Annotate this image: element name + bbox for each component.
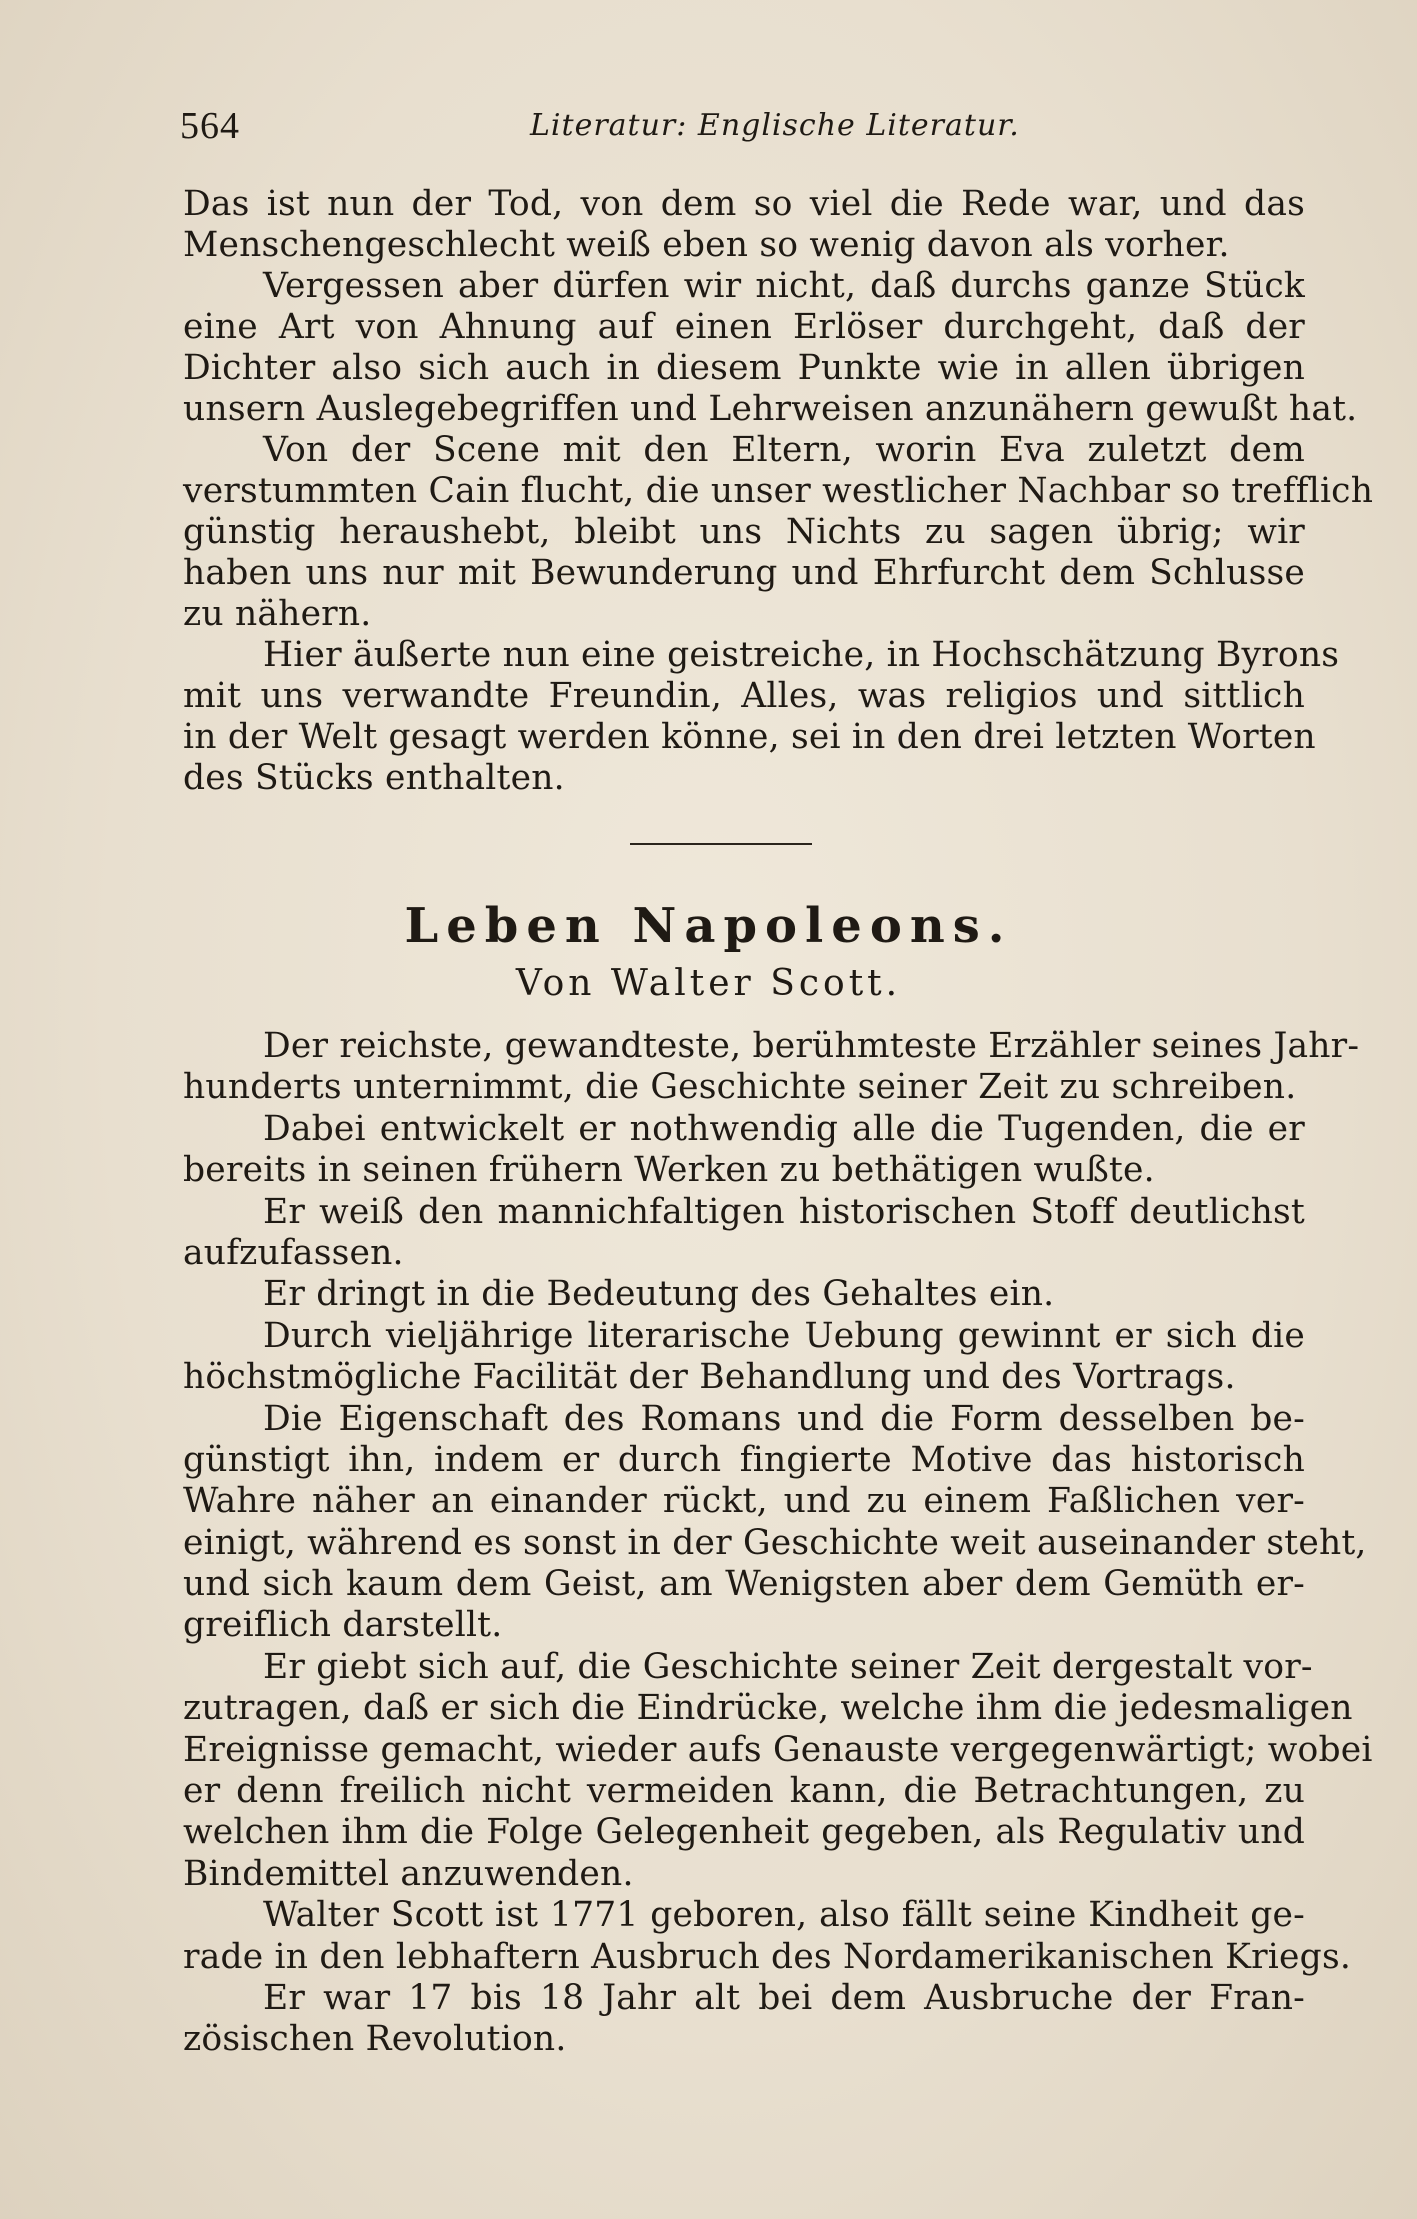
article-body [183, 1026, 1373, 2061]
text-line: zu nähern. [183, 594, 372, 634]
text-line: Dabei entwickelt er nothwendig alle die Tugenden, die er [263, 1108, 1305, 1149]
text-line: Walter Scott ist 1771 geboren, also fällt seine Kindheit ge- [263, 1895, 1305, 1936]
text-line: welchen ihm die Folge Gelegenheit gegeben, als Regulativ und [183, 1812, 1305, 1853]
text-line: bereits in seinen frühern Werken zu bethätigen wußte. [183, 1150, 1155, 1191]
section-divider [630, 843, 812, 845]
text-line: Das ist nun der Tod, von dem so viel die Rede war, und das [183, 184, 1305, 224]
text-line: Er war 17 bis 18 Jahr alt bei dem Ausbruche der Fran- [263, 1977, 1305, 2018]
text-line: Er giebt sich auf, die Geschichte seiner Zeit dergestalt vor- [263, 1646, 1313, 1687]
text-line: er denn freilich nicht vermeiden kann, die Betrachtungen, zu [183, 1771, 1305, 1812]
preceding-article-text [183, 184, 1374, 799]
article-byline: Von Walter Scott. [515, 963, 902, 1004]
text-line: günstigt ihn, indem er durch fingierte Motive das historisch [183, 1439, 1305, 1480]
text-line: Vergessen aber dürfen wir nicht, daß durchs ganze Stück [263, 266, 1305, 306]
text-line: haben uns nur mit Bewunderung und Ehrfurcht dem Schlusse [183, 553, 1305, 593]
text-line: Er dringt in die Bedeutung des Gehaltes ein. [263, 1274, 1055, 1315]
text-line: Bindemittel anzuwenden. [183, 1853, 634, 1894]
text-line: einigt, während es sonst in der Geschichte weit auseinander steht, [183, 1522, 1367, 1563]
text-line: des Stücks enthalten. [183, 758, 565, 798]
text-line: Der reichste, gewandteste, berühmteste Erzähler seines Jahr- [263, 1026, 1360, 1066]
text-line: in der Welt gesagt werden könne, sei in den drei letzten Worten [183, 717, 1316, 757]
text-line: hunderts unternimmt, die Geschichte seiner Zeit zu schreiben. [183, 1067, 1297, 1108]
text-line: aufzufassen. [183, 1232, 404, 1273]
text-line: Wahre näher an einander rückt, und zu einem Faßlichen ver- [183, 1481, 1305, 1522]
text-line: Hier äußerte nun eine geistreiche, in Hochschätzung Byrons [263, 635, 1340, 675]
text-line: höchstmögliche Facilität der Behandlung und des Vortrags. [183, 1357, 1236, 1398]
text-line: eine Art von Ahnung auf einen Erlöser durchgeht, daß der [183, 307, 1305, 347]
text-line: mit uns verwandte Freundin, Alles, was religios und sittlich [183, 676, 1305, 716]
running-head: Literatur: Englische Literatur. [530, 108, 1020, 143]
text-line: Dichter also sich auch in diesem Punkte wie in allen übrigen [183, 348, 1305, 388]
page-number: 564 [180, 105, 240, 147]
text-line: und sich kaum dem Geist, am Wenigsten aber dem Gemüth er- [183, 1564, 1305, 1605]
article-title: Leben Napoleons. [404, 898, 1013, 954]
text-line: Durch vieljährige literarische Uebung gewinnt er sich die [263, 1315, 1305, 1356]
page-header [180, 104, 1305, 154]
text-line: Ereignisse gemacht, wieder aufs Genauste vergegenwärtigt; wobei [183, 1729, 1373, 1770]
text-line: Von der Scene mit den Eltern, worin Eva zuletzt dem [263, 430, 1305, 470]
text-line: zutragen, daß er sich die Eindrücke, welche ihm die jedesmaligen [183, 1688, 1353, 1729]
text-line: verstummten Cain flucht, die unser westlicher Nachbar so trefflich [183, 471, 1374, 511]
text-line: rade in den lebhaftern Ausbruch des Nordamerikanischen Kriegs. [183, 1936, 1352, 1977]
text-line: zösischen Revolution. [183, 2019, 567, 2060]
text-line: günstig heraushebt, bleibt uns Nichts zu sagen übrig; wir [183, 512, 1305, 552]
text-line: Die Eigenschaft des Romans und die Form desselben be- [263, 1398, 1305, 1439]
text-line: Menschengeschlecht weiß eben so wenig davon als vorher. [183, 225, 1230, 265]
text-line: Er weiß den mannichfaltigen historischen Stoff deutlichst [263, 1191, 1305, 1232]
text-line: greiflich darstellt. [183, 1605, 503, 1646]
text-line: unsern Auslegebegriffen und Lehrweisen anzunähern gewußt hat. [183, 389, 1358, 429]
